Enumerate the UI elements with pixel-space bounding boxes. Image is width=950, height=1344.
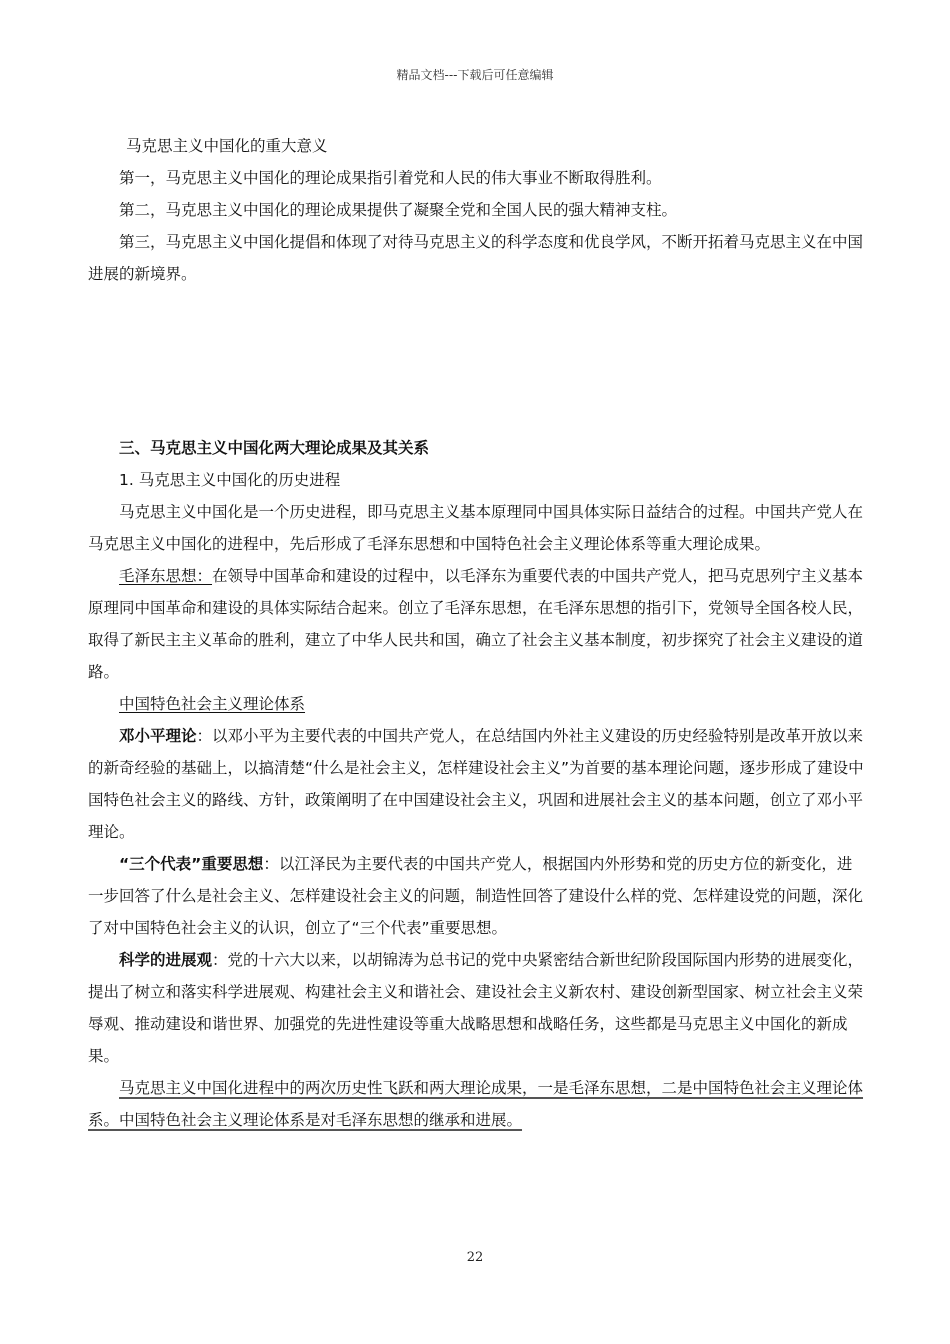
paragraph-third: 第三，马克思主义中国化提倡和体现了对待马克思主义的科学态度和优良学风，不断开拓着马克思主义在中国进展的新境界。 [88,233,864,283]
scientific-development-text: ：党的十六大以来，以胡锦涛为总书记的党中央紧密结合新世纪阶段国际国内形势的进展变化，提出了树立和落实科学进展观、构建社会主义和谐社会、建设社会主义新农村、建设创新型国家、树立社会主义荣辱观、推动建设和谐世界、加强党的先进性建设等重大战略思想和战略任务，这些都是马克思主义中国化的新成果。 [88,951,864,1065]
scientific-development-label: 科学的进展观 [119,951,213,969]
three-represents-paragraph [88,848,864,944]
three-represents-label: “三个代表”重要思想 [119,855,264,873]
subheading: 1. 马克思主义中国化的历史进程 [119,471,341,489]
deng-paragraph [88,720,864,848]
section-title: 马克思主义中国化的重大意义 [126,137,328,155]
paragraph-second: 第二，马克思主义中国化的理论成果提供了凝聚全党和全国人民的强大精神支柱。 [119,201,678,219]
scientific-development-paragraph [88,944,864,1072]
deng-text: ：以邓小平为主要代表的中国共产党人，在总结国内外社主义建设的历史经验特别是改革开放以来的新奇经验的基础上，以搞清楚“什么是社会主义，怎样建设社会主义”为首要的基本理论问题，逐步形成了建设中国特色社会主义的路线、方针，政策阐明了在中国建设社会主义，巩固和进展社会主义的基本问题，创立了邓小平理论。 [88,727,864,841]
deng-label: 邓小平理论 [119,727,197,745]
mao-paragraph [88,560,864,688]
summary-text: 马克思主义中国化进程中的两次历史性飞跃和两大理论成果，一是毛泽东思想，二是中国特色社会主义理论体系。中国特色社会主义理论体系是对毛泽东思想的继承和进展。 [88,1079,864,1129]
three-represents-text: ：以江泽民为主要代表的中国共产党人，根据国内外形势和党的历史方位的新变化，进一步回答了什么是社会主义、怎样建设社会主义的问题，制造性回答了建设什么样的党、怎样建设党的问题，深化了对中国特色社会主义的认识，创立了“三个代表”重要思想。 [88,855,864,937]
section-heading: 三、马克思主义中国化两大理论成果及其关系 [119,439,430,457]
page-header: 精品文档---下载后可任意编辑 [396,68,554,82]
paragraph-first: 第一，马克思主义中国化的理论成果指引着党和人民的伟大事业不断取得胜利。 [119,169,662,187]
cs-theory-label [88,688,864,720]
mao-label: 毛泽东思想： [119,567,213,585]
page-number: 22 [466,1250,484,1265]
intro-paragraph: 马克思主义中国化是一个历史进程，即马克思主义基本原理同中国具体实际日益结合的过程。中国共产党人在马克思主义中国化的进程中，先后形成了毛泽东思想和中国特色社会主义理论体系等重大理论成果。 [88,503,864,553]
cs-theory-label-text: 中国特色社会主义理论体系 [119,695,306,713]
mao-text: 在领导中国革命和建设的过程中，以毛泽东为重要代表的中国共产党人，把马克思列宁主义基本原理同中国革命和建设的具体实际结合起来。创立了毛泽东思想，在毛泽东思想的指引下，党领导全国各校人民，取得了新民主主义革命的胜利，建立了中华人民共和国，确立了社会主义基本制度，初步探究了社会主义建设的道路。 [88,567,864,681]
document-body [88,130,864,1136]
summary-paragraph [88,1072,864,1136]
